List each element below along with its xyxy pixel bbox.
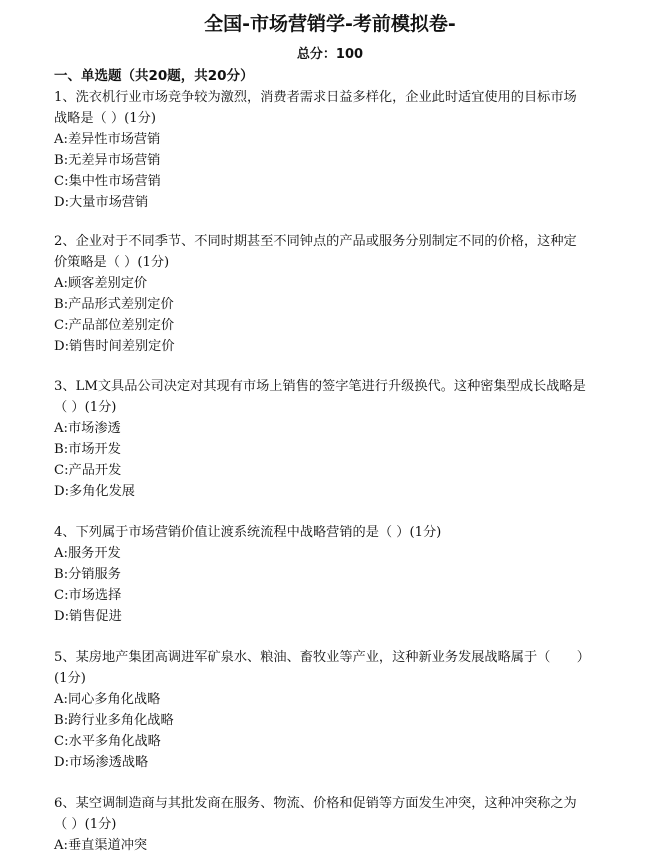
- option-a: A:服务开发: [54, 546, 121, 561]
- question-stem-line: （ ）(1分): [54, 817, 117, 832]
- option-a: A:差异性市场营销: [54, 132, 161, 147]
- option-d: D:销售促进: [54, 609, 122, 624]
- question-stem-line: 6、某空调制造商与其批发商在服务、物流、价格和促销等方面发生冲突，这种冲突称之为: [54, 796, 577, 811]
- question-stem-line: 4、下列属于市场营销价值让渡系统流程中战略营销的是（ ）(1分): [54, 525, 442, 540]
- question-5: [54, 647, 614, 773]
- option-a: A:市场渗透: [54, 421, 121, 436]
- question-stem-line: 价策略是（ ）(1分): [54, 255, 170, 270]
- question-6: [54, 793, 614, 856]
- option-a: A:垂直渠道冲突: [54, 838, 148, 853]
- question-stem-line: 3、LM文具品公司决定对其现有市场上销售的签字笔进行升级换代。这种密集型成长战略是: [54, 379, 586, 394]
- section-title: 一、单选题（共20题，共20分）: [54, 68, 254, 84]
- question-stem-line: （ ）(1分): [54, 400, 117, 415]
- option-d: D:大量市场营销: [54, 195, 149, 210]
- option-d: D:多角化发展: [54, 484, 135, 499]
- question-stem-line: 2、企业对于不同季节、不同时期甚至不同钟点的产品或服务分别制定不同的价格，这种定: [54, 234, 577, 249]
- option-b: B:跨行业多角化战略: [54, 713, 174, 728]
- question-stem-line: 战略是（ ）(1分): [54, 111, 156, 126]
- total-score: 总分：100: [296, 47, 364, 62]
- option-c: C:市场选择: [54, 588, 122, 603]
- option-d: D:销售时间差别定价: [54, 339, 175, 354]
- option-a: A:同心多角化战略: [54, 692, 161, 707]
- option-b: B:产品形式差别定价: [54, 297, 174, 312]
- option-b: B:无差异市场营销: [54, 153, 161, 168]
- option-a: A:顾客差别定价: [54, 276, 148, 291]
- question-3: [54, 376, 614, 502]
- question-4: [54, 522, 614, 627]
- option-c: C:集中性市场营销: [54, 174, 161, 189]
- question-1: [54, 87, 614, 213]
- exam-title: 全国-市场营销学-考前模拟卷-: [204, 13, 456, 35]
- option-c: C:水平多角化战略: [54, 734, 161, 749]
- question-stem-line: (1分): [54, 671, 86, 686]
- question-2: [54, 231, 614, 357]
- option-b: B:分销服务: [54, 567, 121, 582]
- question-stem-line: 5、某房地产集团高调进军矿泉水、粮油、畜牧业等产业，这种新业务发展战略属于（ ）: [54, 650, 590, 665]
- question-stem-line: 1、洗衣机行业市场竞争较为激烈，消费者需求日益多样化，企业此时适宜使用的目标市场: [54, 90, 577, 105]
- option-c: C:产品部位差别定价: [54, 318, 175, 333]
- option-c: C:产品开发: [54, 463, 122, 478]
- option-d: D:市场渗透战略: [54, 755, 149, 770]
- option-b: B:市场开发: [54, 442, 121, 457]
